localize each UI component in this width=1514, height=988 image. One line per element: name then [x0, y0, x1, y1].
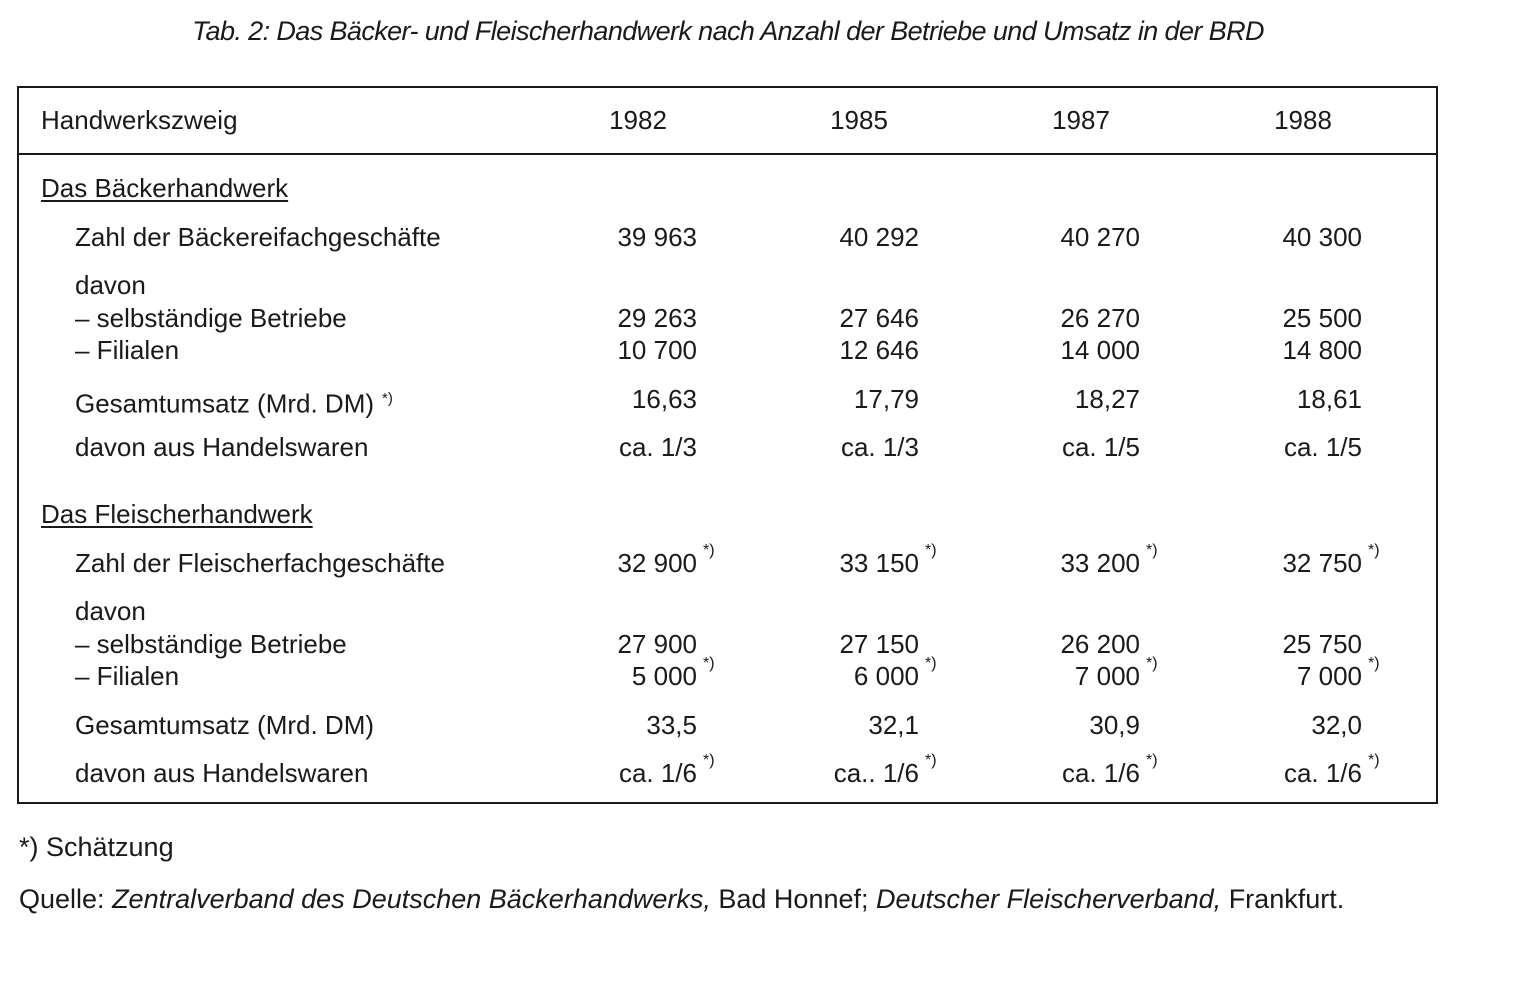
table-cell: 32 750: [1282, 548, 1362, 578]
table-cell: 18,27: [1074, 384, 1140, 414]
footnote-mark: *): [703, 752, 715, 769]
footnote-mark: *): [703, 655, 715, 672]
row-label-text: Zahl der Fleischerfachgeschäfte: [75, 548, 445, 578]
row-label: [75, 432, 368, 462]
row-label-text: Gesamtumsatz (Mrd. DM): [75, 388, 375, 419]
row-label-text: – selbständige Betriebe: [75, 303, 347, 333]
row-label: [75, 222, 441, 252]
table-cell: ca.. 1/6: [833, 758, 919, 788]
table-cell: 5 000: [631, 661, 697, 691]
footnote: *) Schätzung: [19, 832, 174, 862]
table-cell: ca. 1/5: [1283, 432, 1362, 462]
row-label-text: davon: [75, 596, 146, 626]
header-year: 1985: [830, 105, 888, 135]
header-year: 1988: [1274, 105, 1332, 135]
table-cell: 7 000: [1296, 661, 1362, 691]
footnote-mark: *): [925, 542, 937, 559]
table-cell: 40 300: [1282, 222, 1362, 252]
row-label: [75, 303, 347, 333]
table-cell: 10 700: [617, 335, 697, 365]
row-label: [75, 758, 368, 788]
footnote-mark: *): [925, 655, 937, 672]
row-label-footnote-mark: *): [382, 390, 393, 407]
row-label: [75, 335, 179, 365]
row-label-text: – Filialen: [75, 661, 180, 691]
section-heading: Das Bäckerhandwerk: [41, 173, 289, 203]
table-cell: ca. 1/6: [1061, 758, 1140, 788]
table-cell: ca. 1/6: [618, 758, 697, 788]
footnote-mark: *): [1146, 752, 1158, 769]
table-cell: 18,61: [1296, 384, 1362, 414]
row-label-text: davon: [75, 270, 146, 300]
table-title: Tab. 2: Das Bäcker- und Fleischerhandwerk nach Anzahl der Betriebe und Umsatz in der BRD: [192, 16, 1264, 46]
table-cell: 29 263: [617, 303, 697, 333]
source-place-1: Bad Honnef;: [710, 884, 877, 914]
row-label: [75, 710, 374, 740]
table-cell: ca. 1/3: [618, 432, 697, 462]
table-cell: 32,1: [868, 710, 919, 740]
table-cell: 27 150: [839, 629, 919, 659]
row-label-text: Zahl der Bäckereifachgeschäfte: [75, 222, 441, 252]
table-cell: 25 500: [1282, 303, 1362, 333]
source-place-2: Frankfurt.: [1221, 884, 1345, 914]
row-label-text: – Filialen: [75, 335, 180, 365]
footnote-mark: *): [1146, 655, 1158, 672]
table-cell: 16,63: [631, 384, 697, 414]
table-cell: 39 963: [617, 222, 697, 252]
row-label-text: Gesamtumsatz (Mrd. DM): [75, 710, 375, 740]
table-cell: 12 646: [839, 335, 919, 365]
header-label: Handwerkszweig: [41, 105, 238, 135]
row-label-text: davon aus Handelswaren: [75, 432, 369, 462]
table-cell: 14 800: [1282, 335, 1362, 365]
table-cell: 32 900: [617, 548, 697, 578]
header-year: 1982: [609, 105, 667, 135]
table-cell: 30,9: [1089, 710, 1140, 740]
table-cell: 27 900: [617, 629, 697, 659]
table-cell: 6 000: [853, 661, 919, 691]
source-note: [19, 878, 1439, 921]
source-org-2: Deutscher Fleischerverband,: [876, 884, 1222, 914]
table-cell: ca. 1/5: [1061, 432, 1140, 462]
header-divider: [19, 153, 1436, 155]
table-cell: 26 200: [1060, 629, 1140, 659]
table-cell: 33,5: [646, 710, 697, 740]
header-year: 1987: [1052, 105, 1110, 135]
table-cell: 33 150: [839, 548, 919, 578]
section-heading: Das Fleischerhandwerk: [41, 499, 313, 529]
footnote-mark: *): [703, 542, 715, 559]
table-cell: ca. 1/3: [840, 432, 919, 462]
row-label: [75, 596, 146, 626]
table-cell: 27 646: [839, 303, 919, 333]
table-cell: ca. 1/6: [1283, 758, 1362, 788]
footnote-mark: *): [1146, 542, 1158, 559]
data-table: [17, 86, 1438, 804]
footnote-mark: *): [1368, 542, 1380, 559]
table-cell: 25 750: [1282, 629, 1362, 659]
row-label: [75, 629, 347, 659]
table-cell: 14 000: [1060, 335, 1140, 365]
row-label: [75, 548, 445, 578]
footnote-mark: *): [925, 752, 937, 769]
source-prefix: Quelle:: [19, 884, 113, 914]
row-label-text: – selbständige Betriebe: [75, 629, 347, 659]
footnote-mark: *): [1368, 655, 1380, 672]
table-cell: 26 270: [1060, 303, 1140, 333]
source-org-1: Zentralverband des Deutschen Bäckerhandwerks,: [112, 884, 711, 914]
footnote-mark: *): [1368, 752, 1380, 769]
row-label: [75, 384, 393, 419]
row-label-text: davon aus Handelswaren: [75, 758, 369, 788]
table-cell: 33 200: [1060, 548, 1140, 578]
table-cell: 40 270: [1060, 222, 1140, 252]
row-label: [75, 661, 179, 691]
table-cell: 17,79: [853, 384, 919, 414]
table-cell: 32,0: [1311, 710, 1362, 740]
row-label: [75, 270, 146, 300]
table-cell: 40 292: [839, 222, 919, 252]
table-cell: 7 000: [1074, 661, 1140, 691]
